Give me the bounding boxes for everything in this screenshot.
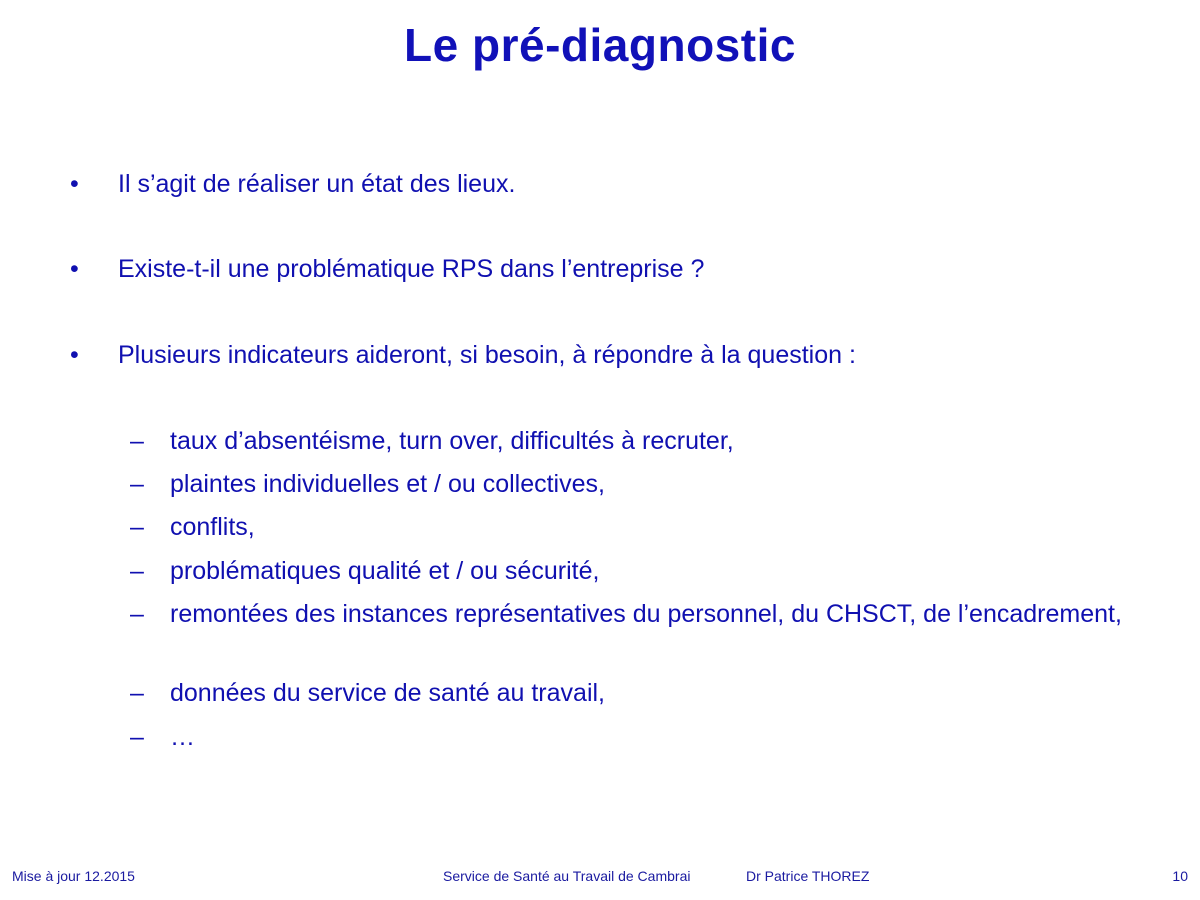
sub-list-item xyxy=(130,553,1130,589)
bullet-marker: • xyxy=(70,255,79,283)
bullet-text: Il s’agit de réaliser un état des lieux. xyxy=(118,170,516,198)
bullet-marker: • xyxy=(70,341,79,369)
footer-service-name: Service de Santé au Travail de Cambrai xyxy=(443,868,691,884)
sub-item-text: taux d’absentéisme, turn over, difficultés à recruter, xyxy=(170,427,734,455)
dash-marker: – xyxy=(130,600,144,628)
dash-marker: – xyxy=(130,427,144,455)
footer-author: Dr Patrice THOREZ xyxy=(746,868,870,884)
footer-update-date: Mise à jour 12.2015 xyxy=(12,868,135,884)
sub-list-item xyxy=(130,423,1130,459)
dash-marker: – xyxy=(130,723,144,751)
bullet-text: Plusieurs indicateurs aideront, si besoin, à répondre à la question : xyxy=(118,341,856,369)
slide-title: Le pré-diagnostic xyxy=(404,19,796,71)
sub-item-text: remontées des instances représentatives du personnel, du CHSCT, de l’encadrement, xyxy=(170,600,1122,628)
sub-item-text: plaintes individuelles et / ou collectives, xyxy=(170,470,605,498)
sub-list-item xyxy=(130,596,1130,632)
sub-item-text: conflits, xyxy=(170,513,255,541)
sub-item-text: données du service de santé au travail, xyxy=(170,679,605,707)
sub-list-item xyxy=(130,466,1130,502)
sub-item-text: … xyxy=(170,723,195,751)
dash-marker: – xyxy=(130,470,144,498)
dash-marker: – xyxy=(130,557,144,585)
dash-marker: – xyxy=(130,679,144,707)
footer-page-number: 10 xyxy=(1172,868,1188,884)
sub-list-item xyxy=(130,719,1130,755)
sub-item-text: problématiques qualité et / ou sécurité, xyxy=(170,557,600,585)
bullet-text: Existe-t-il une problématique RPS dans l’entreprise ? xyxy=(118,255,705,283)
bullet-marker: • xyxy=(70,170,79,198)
sub-list-item xyxy=(130,675,1130,711)
sub-list-item xyxy=(130,509,1130,545)
dash-marker: – xyxy=(130,513,144,541)
